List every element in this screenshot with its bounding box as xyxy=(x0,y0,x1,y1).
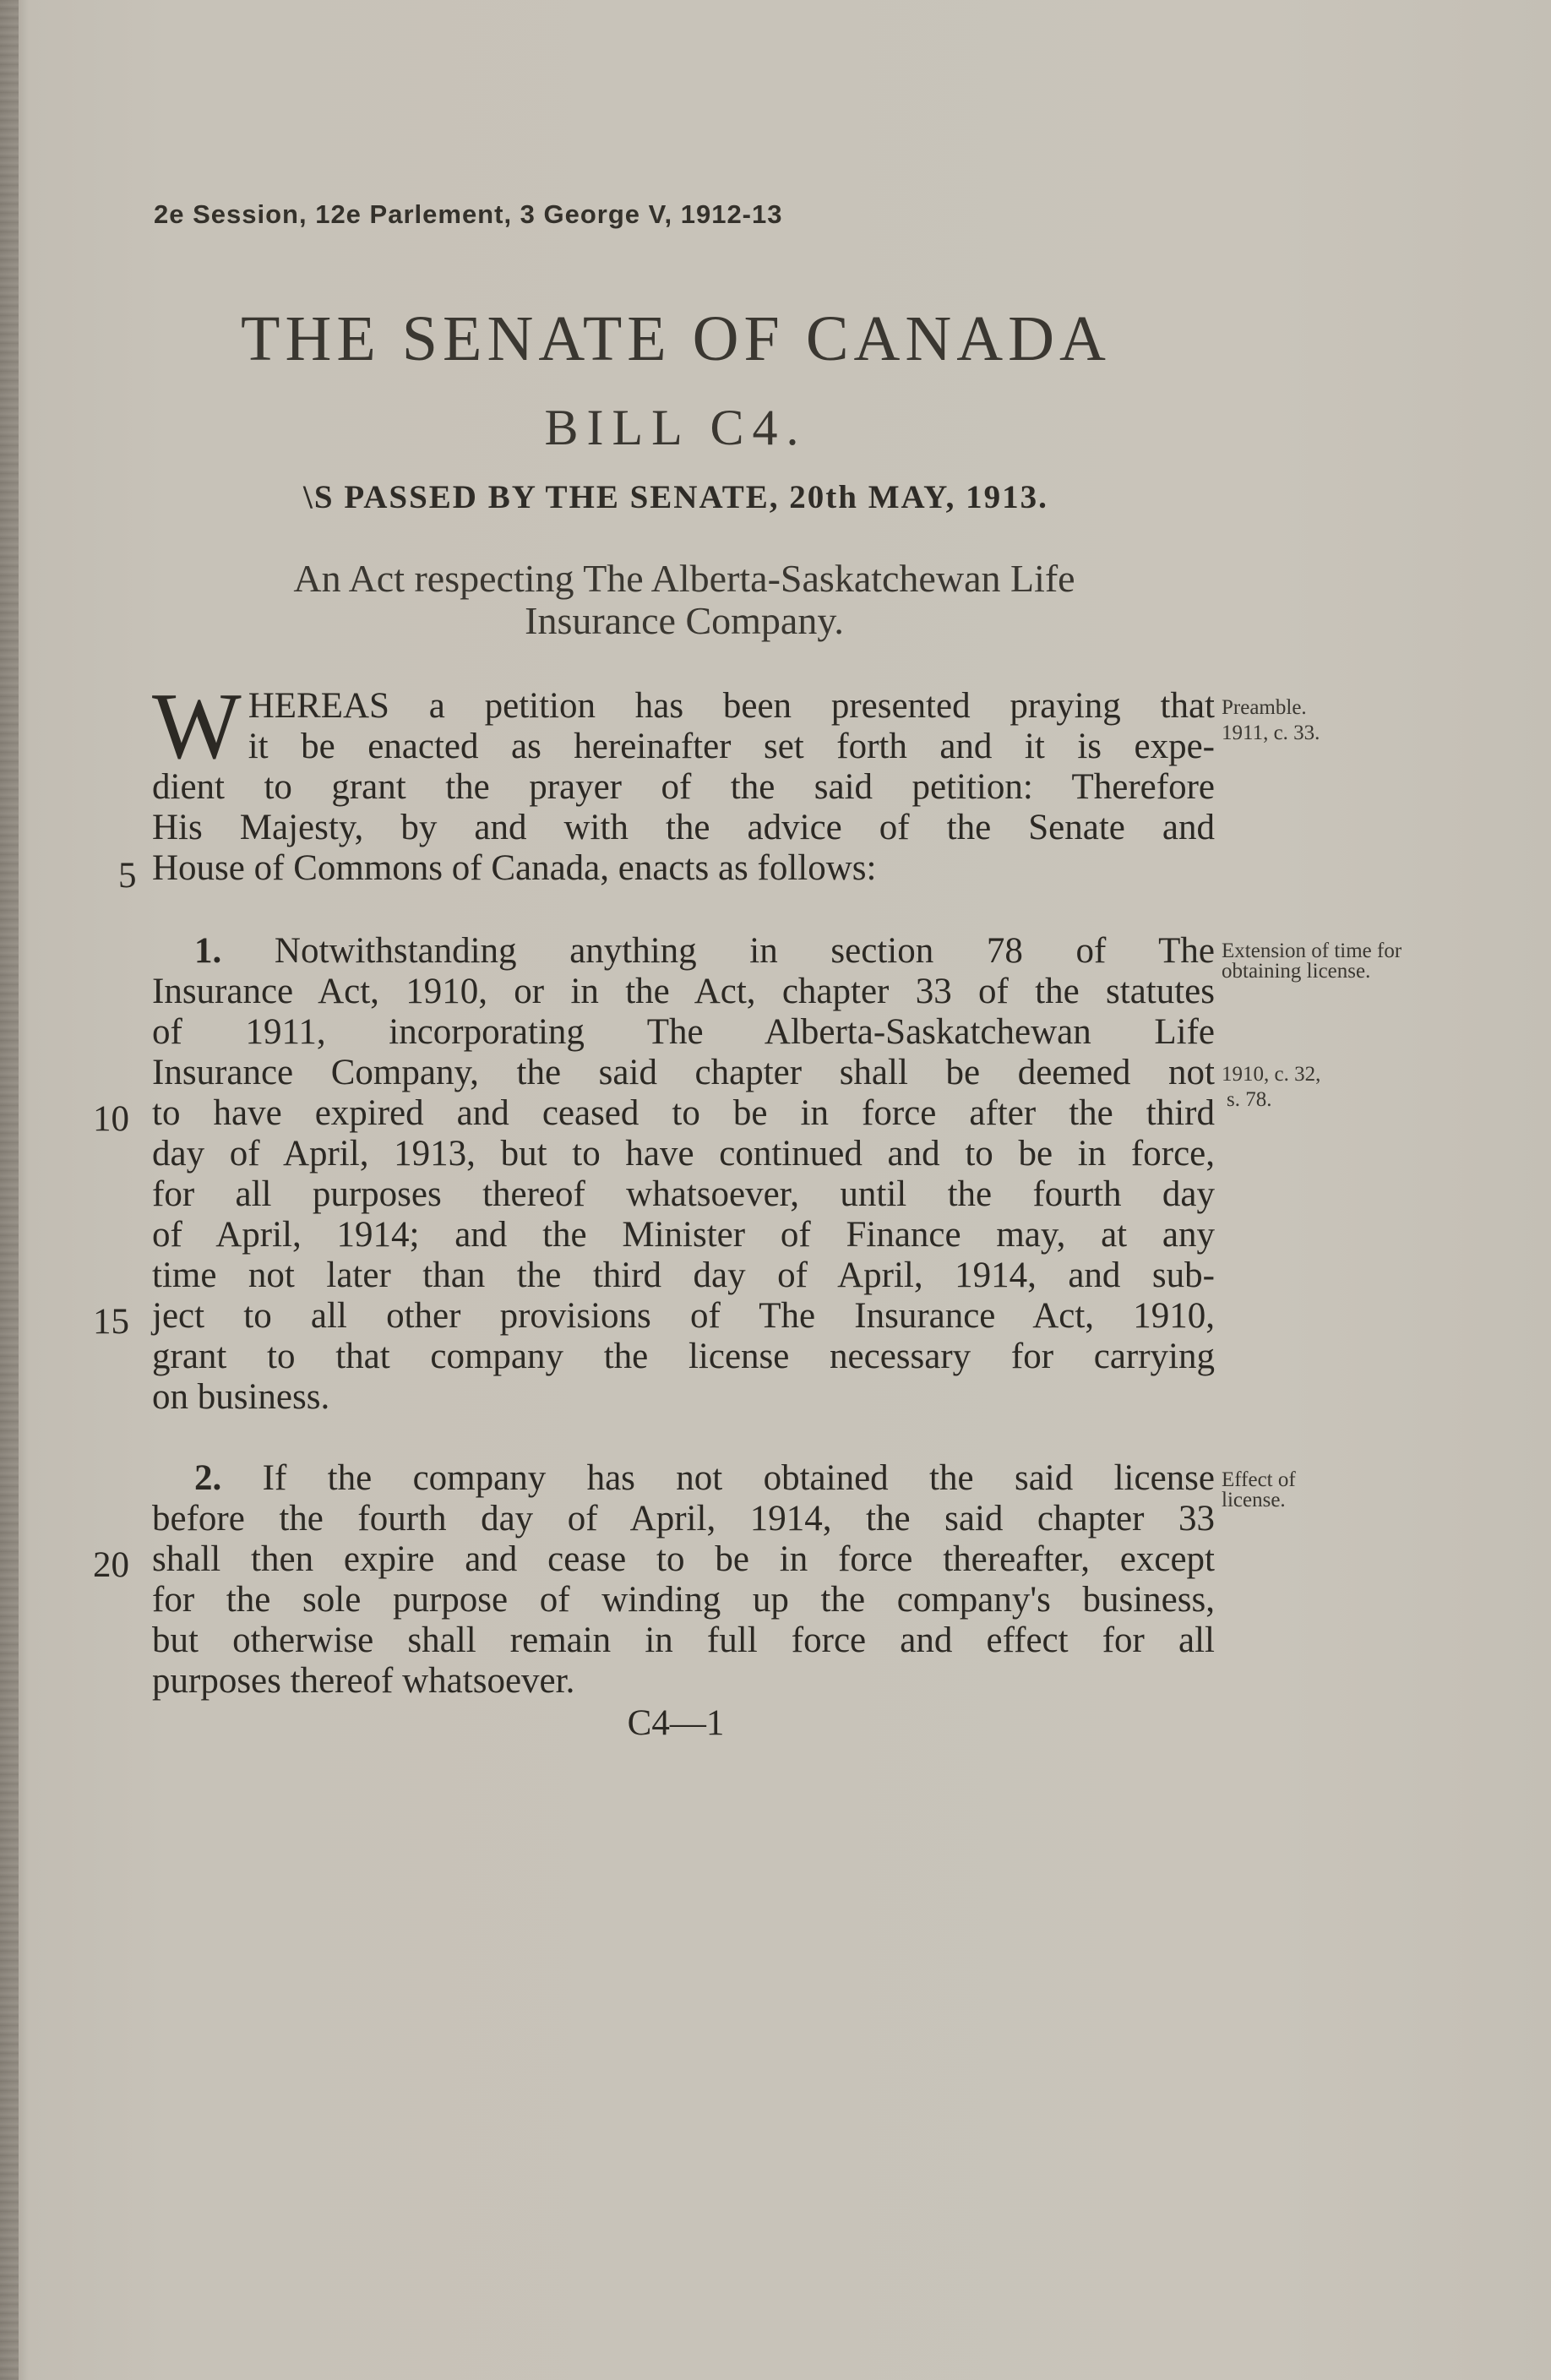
text-line-content: If the company has not obtained the said license xyxy=(262,1458,1215,1498)
text-line: grant to that company the license necessary for carrying xyxy=(152,1337,1215,1376)
section-2-paragraph xyxy=(152,1458,1215,1702)
text-line xyxy=(152,1458,1215,1499)
act-title-line: Insurance Company. xyxy=(525,599,844,642)
text-line: of 1911, incorporating The Alberta-Saskatchewan Life xyxy=(152,1012,1215,1052)
text-line: but otherwise shall remain in full force and effect for all xyxy=(152,1620,1215,1660)
page-footer: C4—1 xyxy=(627,1703,725,1743)
text-line: purposes thereof whatsoever. xyxy=(152,1661,575,1701)
section-1-paragraph xyxy=(152,931,1215,1418)
line-number: 10 xyxy=(93,1099,129,1139)
text-line: before the fourth day of April, 1914, the said chapter 33 xyxy=(152,1499,1215,1539)
text-line: for all purposes thereof whatsoever, until the fourth day xyxy=(152,1174,1215,1214)
text-line: it be enacted as hereinafter set forth and it is expe- xyxy=(248,727,1215,766)
bill-number: BILL C4. xyxy=(544,400,808,455)
margin-note-section-2: Effect of license. xyxy=(1222,1468,1296,1511)
text-line: of April, 1914; and the Minister of Finance may, at any xyxy=(152,1215,1215,1255)
section-number: 1. xyxy=(194,931,222,971)
section-number: 2. xyxy=(194,1458,222,1498)
line-number: 20 xyxy=(93,1545,129,1585)
text-line: for the sole purpose of winding up the company's business, xyxy=(152,1580,1215,1620)
text-line: to have expired and ceased to be in force after the third xyxy=(152,1093,1215,1133)
margin-ref-preamble: 1911, c. 33. xyxy=(1222,722,1320,744)
line-number: 5 xyxy=(118,856,137,896)
text-line: shall then expire and cease to be in force thereafter, except xyxy=(152,1539,1215,1579)
margin-ref-section-1: 1910, c. 32, xyxy=(1222,1063,1321,1086)
text-line-content: Notwithstanding anything in section 78 of The xyxy=(274,931,1215,971)
text-line xyxy=(152,931,1215,972)
margin-note-section-1: Extension of time for obtaining license. xyxy=(1222,939,1402,983)
line-number: 15 xyxy=(93,1302,129,1342)
text-line: Insurance Act, 1910, or in the Act, chapter 33 of the statutes xyxy=(152,972,1215,1011)
text-line: dient to grant the prayer of the said petition: Therefore xyxy=(152,767,1215,807)
dropcap-letter: W xyxy=(152,674,242,779)
passed-statement: \S PASSED BY THE SENATE, 20th MAY, 1913. xyxy=(303,479,1048,515)
text-line: Insurance Company, the said chapter shall be deemed not xyxy=(152,1053,1215,1092)
act-title-line: An Act respecting The Alberta-Saskatchewan Life xyxy=(293,557,1075,600)
text-line: day of April, 1913, but to have continued and to be in force, xyxy=(152,1134,1215,1174)
preamble-paragraph xyxy=(152,674,1215,889)
text-line: on business. xyxy=(152,1377,330,1417)
act-title xyxy=(152,558,1216,642)
margin-note-preamble: Preamble. xyxy=(1222,696,1307,719)
text-line: ject to all other provisions of The Insurance Act, 1910, xyxy=(152,1296,1215,1336)
text-line: House of Commons of Canada, enacts as follows: xyxy=(152,848,877,888)
text-line: HEREAS a petition has been presented praying that xyxy=(248,686,1215,726)
margin-ref-section-1-sub: s. 78. xyxy=(1227,1088,1272,1111)
session-header: 2e Session, 12e Parlement, 3 George V, 1912-13 xyxy=(154,199,783,229)
document-title: THE SENATE OF CANADA xyxy=(241,303,1111,374)
text-line: His Majesty, by and with the advice of the Senate and xyxy=(152,808,1215,847)
text-line: time not later than the third day of April, 1914, and sub- xyxy=(152,1255,1215,1295)
